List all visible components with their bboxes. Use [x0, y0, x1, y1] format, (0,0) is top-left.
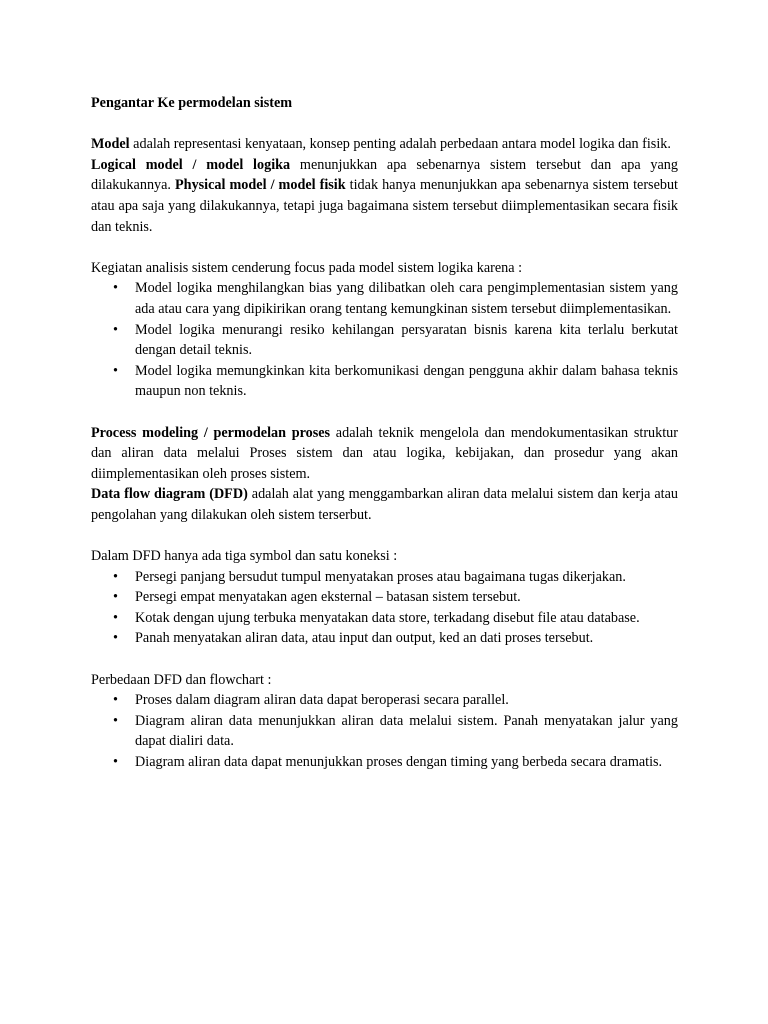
- spacer: [91, 649, 678, 670]
- spacer: [91, 237, 678, 258]
- bullet-icon: •: [113, 362, 118, 379]
- process-modeling-text: adalah teknik mengelola dan mendokumentasikan struktur dan aliran data melalui Proses sistem dan atau logika, kebijakan, dan prosedur yang akan diimplementasikan oleh proses sistem.: [91, 424, 678, 482]
- list-item-text: Kotak dengan ujung terbuka menyatakan data store, terkadang disebut file atau database.: [135, 609, 640, 626]
- list-item-text: Persegi empat menyatakan agen eksternal – batasan sistem tersebut.: [135, 589, 521, 606]
- model-term: Model: [91, 136, 130, 153]
- bullet-icon: •: [113, 321, 118, 338]
- bullet-icon: •: [113, 692, 118, 709]
- bullet-icon: •: [113, 568, 118, 585]
- list-item: [113, 320, 678, 361]
- process-modeling-term: Process modeling / permodelan proses: [91, 424, 331, 441]
- bullet-icon: •: [113, 630, 118, 647]
- spacer: [91, 114, 678, 135]
- process-modeling-paragraph: [91, 423, 678, 485]
- list-item-text: Model logika menghilangkan bias yang dilibatkan oleh cara pengimplementasian sistem yang ada atau cara yang dipikirikan orang tentang kemungkinan sistem tersebut diimplementasikan.: [135, 280, 678, 317]
- list-item: [113, 711, 678, 752]
- list-item: [113, 567, 678, 588]
- list-item: [113, 628, 678, 649]
- bullet-icon: •: [113, 609, 118, 626]
- physical-model-term: Physical model / model fisik: [175, 177, 346, 194]
- spacer: [91, 402, 678, 423]
- list-item-text: Proses dalam diagram aliran data dapat beroperasi secara parallel.: [135, 692, 509, 709]
- list3-intro: Perbedaan DFD dan flowchart :: [91, 671, 272, 688]
- list-item: [113, 361, 678, 402]
- list-item: [113, 752, 678, 773]
- dfd-term: Data flow diagram (DFD): [91, 486, 248, 503]
- physical-model-text: tidak hanya menunjukkan apa sebenarnya sistem tersebut atau apa saja yang dilakukannya, tetapi juga bagaimana sistem tersebut diimplementasikan secara fisik dan teknis.: [91, 177, 678, 235]
- logical-model-term: Logical model / model logika: [91, 156, 291, 173]
- document-title: Pengantar Ke permodelan sistem: [91, 95, 293, 111]
- list-item: [113, 587, 678, 608]
- bullet-icon: •: [113, 280, 118, 297]
- list-item-text: Model logika menurangi resiko kehilangan persyaratan bisnis karena kita terlalu berkutat dengan detail teknis.: [135, 321, 678, 359]
- spacer: [91, 525, 678, 546]
- list-item-text: Panah menyatakan aliran data, atau input dan output, ked an dati proses tersebut.: [135, 630, 594, 647]
- model-definition-text: adalah representasi kenyataan, konsep penting adalah perbedaan antara model logika dan fisik.: [129, 136, 671, 153]
- document-page: [91, 93, 678, 773]
- dfd-definition-paragraph: [91, 484, 678, 525]
- list1-intro: Kegiatan analisis sistem cenderung focus pada model sistem logika karena :: [91, 259, 523, 276]
- list-item: [113, 690, 678, 711]
- bullet-icon: •: [113, 754, 118, 770]
- list-item-text: Persegi panjang bersudut tumpul menyatakan proses atau bagaimana tugas dikerjakan.: [135, 568, 626, 585]
- list-item-text: Diagram aliran data menunjukkan aliran data melalui sistem. Panah menyatakan jalur yang dapat dialiri data.: [135, 712, 678, 750]
- bullet-icon: •: [113, 589, 118, 606]
- bullet-icon: •: [113, 712, 118, 729]
- logical-model-text: menunjukkan apa sebenarnya sistem tersebut dan apa yang dilakukannya.: [91, 156, 678, 194]
- logic-model-reasons-list: [91, 278, 678, 402]
- dfd-vs-flowchart-list: [91, 690, 678, 772]
- list2-intro: Dalam DFD hanya ada tiga symbol dan satu koneksi :: [91, 548, 398, 565]
- dfd-definition-text: adalah alat yang menggambarkan aliran data melalui sistem dan kerja atau pengolahan yang dilakukan oleh sistem terserbut.: [91, 486, 679, 523]
- logical-physical-paragraph: [91, 155, 678, 237]
- list-item-text: Model logika memungkinkan kita berkomunikasi dengan pengguna akhir dalam bahasa teknis maupun non teknis.: [135, 362, 678, 400]
- dfd-symbols-list: [91, 567, 678, 649]
- list-item: [113, 608, 678, 629]
- list-item: [113, 278, 678, 319]
- model-definition-paragraph: [91, 134, 678, 155]
- list-item-text: Diagram aliran data dapat menunjukkan proses dengan timing yang berbeda secara dramatis.: [135, 754, 663, 770]
